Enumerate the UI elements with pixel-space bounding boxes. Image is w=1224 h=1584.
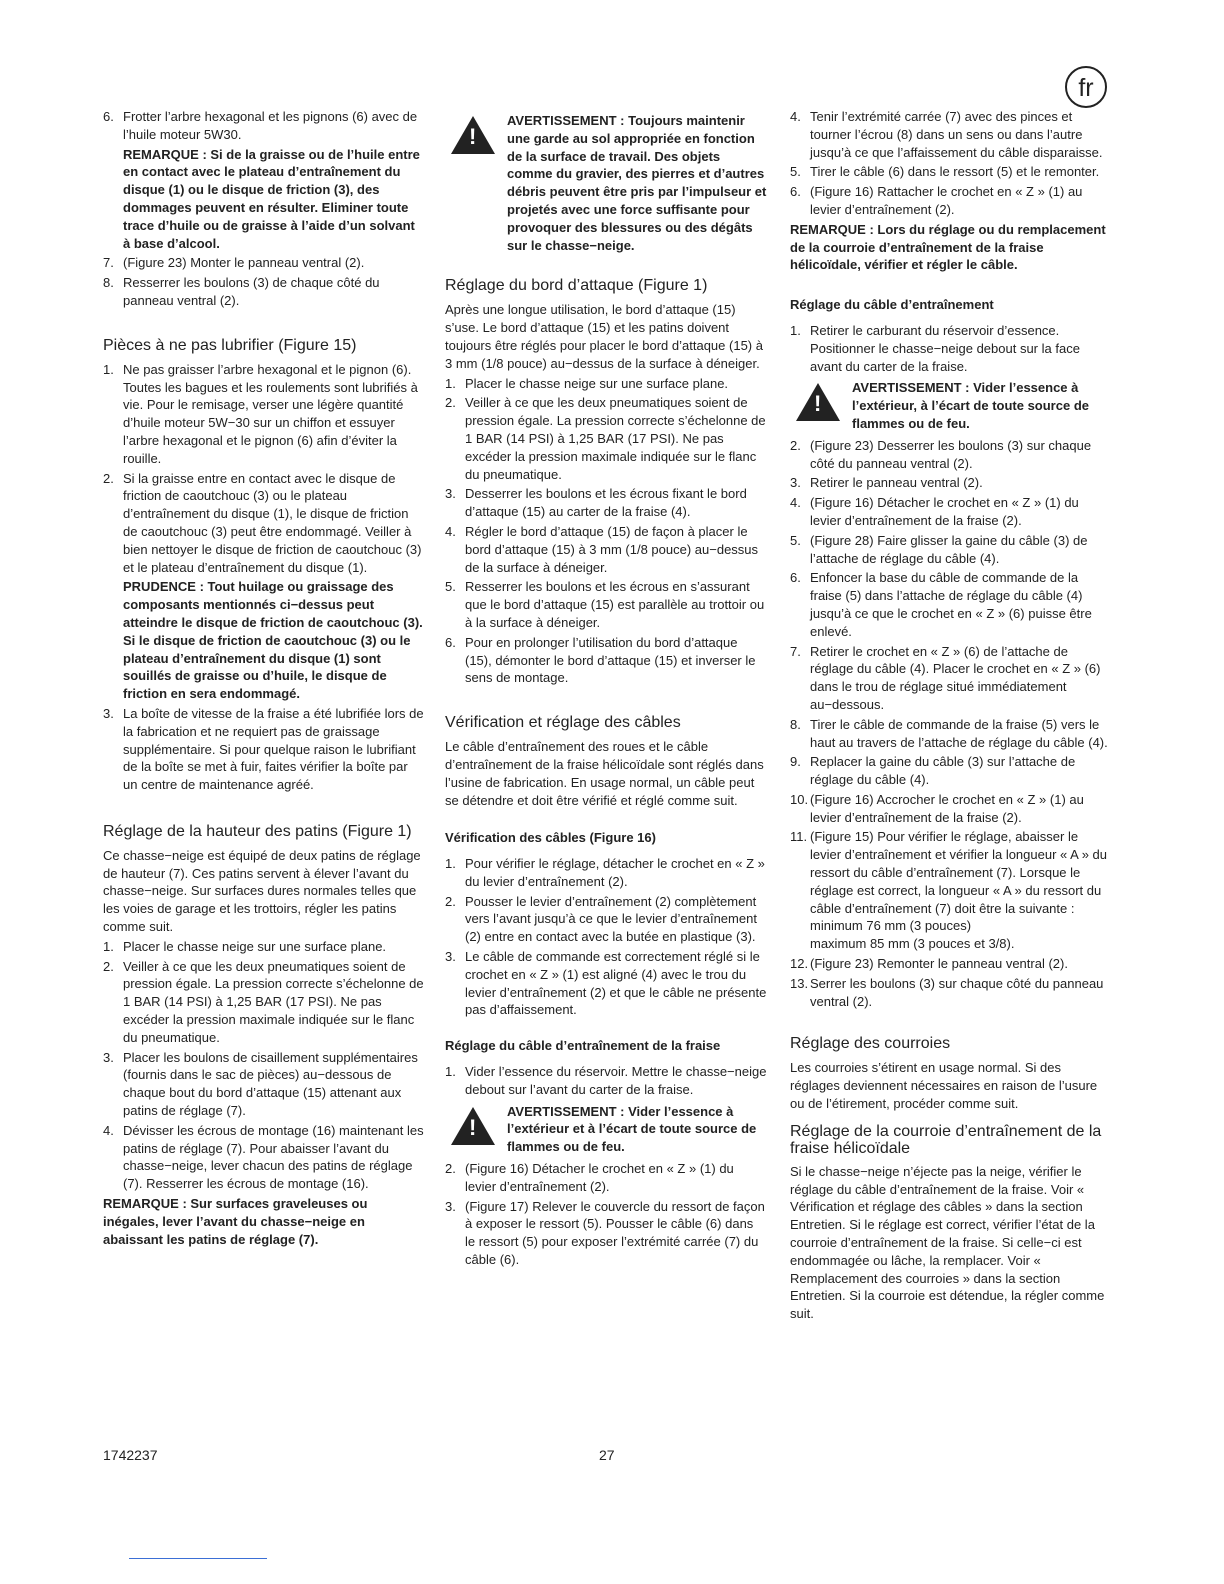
list-item	[790, 474, 1112, 492]
list-item	[790, 163, 1112, 181]
item-number: 2.	[445, 893, 456, 909]
list-item	[103, 361, 425, 468]
warning-block	[445, 112, 767, 254]
list-item	[790, 975, 1112, 1011]
warning-icon	[451, 1107, 495, 1145]
item-text: Retirer le carburant du réservoir d’essence. Positionner le chasse−neige debout sur la face avant du carter de la fraise.	[810, 322, 1080, 374]
item-text: (Figure 16) Détacher le crochet en « Z » (1) du levier d’entraînement de la fraise (2).	[810, 495, 1079, 528]
list-item	[103, 254, 425, 272]
list-item	[790, 569, 1112, 640]
list-item	[445, 948, 767, 1019]
list-item	[445, 1063, 767, 1099]
item-number: 7.	[790, 643, 801, 659]
item-text: (Figure 23) Monter le panneau ventral (2).	[123, 255, 365, 271]
list-item	[445, 578, 767, 631]
list-item	[445, 855, 767, 891]
item-number: 3.	[445, 949, 456, 965]
item-text: Pour en prolonger l’utilisation du bord d’attaque (15), démonter le bord d’attaque (15) et inverser le sens de montage.	[465, 634, 756, 686]
item-text: Enfoncer la base du câble de commande de la fraise (5) dans l’attache de réglage du câble (4) jusqu’à ce que le crochet en « Z » (6) puisse être enlevé.	[810, 570, 1092, 639]
item-number: 4.	[790, 495, 801, 511]
item-number: 2.	[103, 470, 114, 486]
item-text: (Figure 16) Accrocher le crochet en « Z » (1) au levier d’entraînement de la fraise (2).	[810, 791, 1084, 825]
item-text: Replacer la gaine du câble (3) sur l’attache de réglage du câble (4).	[810, 754, 1076, 788]
item-text: (Figure 17) Relever le couvercle du ressort de façon à exposer le ressort (5). Pousser le câble (6) dans le ressort (5) pour exposer l’extrémité carrée (7) du câble (6).	[465, 1198, 765, 1268]
list-item	[790, 108, 1112, 161]
item-text: Pousser le levier d’entraînement (2) complètement vers l’avant jusqu’à ce que le levier d’entraînement (2) entre en contact avec la butée en plastique (3).	[465, 893, 757, 945]
note: REMARQUE : Si de la graisse ou de l’huile entre en contact avec le plateau d’entraînement du disque (1) ou le disque de friction (3), des dommages peuvent en résulter. Eliminer toute trace d’huile ou de graisse à l’aide d’un solvant à base d’alcool.	[123, 146, 420, 251]
item-text: Resserrer les boulons et les écrous en s’assurant que le bord d’attaque (15) est parallèle au trottoir ou à la surface à déneiger.	[465, 579, 765, 630]
list-item	[790, 437, 1112, 473]
list-item	[103, 1049, 425, 1120]
item-text: Placer le chasse neige sur une surface plane.	[465, 375, 729, 391]
item-number: 1.	[445, 375, 456, 391]
item-number: 4.	[790, 109, 801, 124]
item-text: Vider l’essence du réservoir. Mettre le chasse−neige debout sur l’avant du carter de la fraise.	[465, 1064, 767, 1097]
list-item	[790, 322, 1112, 375]
list-item	[790, 183, 1112, 219]
list-item	[103, 705, 425, 794]
item-number: 5.	[445, 579, 456, 595]
list-item	[445, 634, 767, 687]
section-heading: Pièces à ne pas lubrifier (Figure 15)	[103, 336, 357, 354]
item-text: Veiller à ce que les deux pneumatiques soient de pression égale. La pression correcte s’échelonne de 1 BAR (14 PSI) à 1,25 BAR (17 PSI). Ne pas excéder la pression maximale indiquée sur le flanc du pneumatique.	[123, 958, 424, 1045]
item-number: 1.	[445, 1064, 456, 1080]
item-number: 4.	[103, 1122, 114, 1138]
item-text: Tirer le câble de commande de la fraise (5) vers le haut au travers de l’attache de réglage du câble (4).	[810, 716, 1108, 750]
item-text: (Figure 23) Remonter le panneau ventral (2).	[810, 956, 1068, 972]
list-item	[790, 716, 1112, 752]
list-item	[445, 375, 767, 393]
warning-block	[790, 379, 1112, 432]
warning-text: AVERTISSEMENT : Toujours maintenir une garde au sol appropriée en fonction de la surface de travail. Des objets comme du gravier, des pierres et d’autres débris peuvent être pris par l’impulseur et projetés avec une force suffisante pour provoquer des blessures ou des dégâts sur le chasse−neige.	[507, 113, 767, 253]
item-number: 10.	[790, 791, 809, 807]
item-text: Desserrer les boulons et les écrous fixant le bord d’attaque (15) au carter de la fraise (4).	[465, 486, 747, 520]
item-number: 6.	[445, 634, 456, 650]
item-number: 11.	[790, 829, 808, 845]
warning-text: AVERTISSEMENT : Vider l’essence à l’extérieur et à l’écart de toute source de flammes ou de feu.	[507, 1103, 757, 1155]
item-text: (Figure 28) Faire glisser la gaine du câble (3) de l’attache de réglage du câble (4).	[810, 532, 1088, 566]
section-heading: Réglage du bord d’attaque (Figure 1)	[445, 277, 708, 295]
page-number: 27	[599, 1447, 615, 1463]
item-number: 6.	[790, 570, 801, 586]
list-item	[445, 485, 767, 521]
item-text: Régler le bord d’attaque (15) de façon à placer le bord d’attaque (15) à 3 mm (1/8 pouce) au−dessus de la surface à déneiger.	[465, 523, 759, 575]
item-number: 5.	[790, 532, 801, 548]
list-item	[445, 1160, 767, 1196]
column-middle	[445, 108, 767, 1271]
item-number: 3.	[103, 705, 114, 721]
item-number: 3.	[103, 1049, 114, 1065]
item-text: Resserrer les boulons (3) de chaque côté du panneau ventral (2).	[123, 275, 380, 308]
item-text: Si la graisse entre en contact avec le disque de friction de caoutchouc (3) ou le plateau d’entraînement du disque (1), le disque de friction de caoutchouc (3) peut être endommagé. Veiller à bien nettoyer le disque de friction de caoutchouc (3) et le plateau d’entraînement du disque (1).	[123, 470, 422, 575]
paragraph: Les courroies s’étirent en usage normal. Si des réglages deviennent nécessaires en raison de l’usure ou de l’étirement, procéder comme suit.	[790, 1060, 1098, 1112]
list-item	[790, 828, 1112, 953]
item-text: Serrer les boulons (3) sur chaque côté du panneau ventral (2).	[810, 975, 1104, 1009]
list-item	[103, 108, 425, 144]
caution-note: PRUDENCE : Tout huilage ou graissage des composants mentionnés ci−dessus peut atteindre le disque de friction de caoutchouc (3). Si le disque de friction de caoutchouc (3) ou le plateau d’entraînement du disque (1) sont souillés de graisse ou d’huile, le disque de friction en sera endommagé.	[123, 579, 423, 702]
item-number: 4.	[445, 523, 456, 539]
subsection-heading: Vérification des câbles (Figure 16)	[445, 830, 656, 846]
item-text: Tirer le câble (6) dans le ressort (5) et le remonter.	[810, 164, 1100, 180]
item-text: Tenir l’extrémité carrée (7) avec des pinces et tourner l’écrou (8) dans un sens ou dans l’autre jusqu’à ce que l’affaissement du câble disparaisse.	[810, 109, 1103, 160]
item-number: 12.	[790, 956, 809, 972]
list-item	[103, 274, 425, 310]
warning-icon	[796, 383, 840, 421]
list-item	[445, 394, 767, 483]
note: REMARQUE : Sur surfaces graveleuses ou inégales, lever l’avant du chasse−neige en abaissant les patins de réglage (7).	[103, 1196, 368, 1247]
list-item	[790, 643, 1112, 714]
list-item	[445, 893, 767, 946]
list-item	[790, 494, 1112, 530]
item-number: 8.	[790, 716, 801, 732]
list-item	[103, 938, 425, 956]
item-text: Dévisser les écrous de montage (16) maintenant les patins de réglage (7). Pour abaisser l’avant du chasse−neige, lever chacun des patins de réglage (7). Resserrer les écrous de montage (16).	[123, 1122, 424, 1192]
spring-length-min: minimum 76 mm (3 pouces)	[810, 918, 972, 934]
item-text: Veiller à ce que les deux pneumatiques soient de pression égale. La pression correcte s’échelonne de 1 BAR (14 PSI) à 1,25 BAR (17 PSI). Ne pas excéder la pression maximale indiquée sur le flanc du pneumatique.	[465, 395, 766, 482]
section-heading: Réglage de la courroie d’entraînement de la fraise hélicoïdale	[790, 1122, 1102, 1157]
item-text: (Figure 15) Pour vérifier le réglage, abaisser le levier d’entraînement et vérifier la longueur « A » du ressort du câble d’entraînement (7). Lorsque le réglage est correct, la longueur « A » du ressort du câble d’entraînement (7) doit être la suivante :	[810, 829, 1108, 916]
item-text: (Figure 16) Détacher le crochet en « Z » (1) du levier d’entraînement (2).	[465, 1161, 734, 1194]
item-text: Pour vérifier le réglage, détacher le crochet en « Z » du levier d’entraînement (2).	[465, 856, 765, 889]
column-left	[103, 108, 425, 1250]
item-number: 7.	[103, 255, 114, 271]
item-number: 9.	[790, 754, 801, 770]
item-text: La boîte de vitesse de la fraise a été lubrifiée lors de la fabrication et ne requiert pas de graissage supplémentaire. Si pour quelque raison le lubrifiant de la boîte se met à fuir, faites vérifier la boîte par un centre de maintenance agréé.	[123, 705, 424, 793]
list-item	[790, 532, 1112, 568]
bottom-rule	[129, 1558, 267, 1559]
item-text: Retirer le panneau ventral (2).	[810, 475, 983, 491]
item-number: 1.	[103, 361, 114, 377]
list-item	[445, 523, 767, 576]
list-item	[790, 753, 1112, 789]
warning-icon	[451, 116, 495, 154]
note: REMARQUE : Lors du réglage ou du remplacement de la courroie d’entraînement de la fraise hélicoïdale, vérifier et régler le câble.	[790, 221, 1106, 273]
item-text: Frotter l’arbre hexagonal et les pignons (6) avec de l’huile moteur 5W30.	[123, 109, 418, 142]
item-number: 2.	[103, 958, 114, 974]
paragraph: Le câble d’entraînement des roues et le câble d’entraînement de la fraise hélicoïdale sont réglés dans l’usine de fabrication. En usage normal, un câble peut se détendre et doit être vérifié et réglé comme suit.	[445, 739, 764, 808]
subsection-heading: Réglage du câble d’entraînement	[790, 297, 994, 313]
document-number: 1742237	[103, 1447, 158, 1463]
item-text: Placer le chasse neige sur une surface plane.	[123, 938, 387, 954]
list-item	[445, 1198, 767, 1269]
section-heading: Réglage de la hauteur des patins (Figure 1)	[103, 822, 412, 840]
warning-block	[445, 1103, 767, 1156]
section-heading: Réglage des courroies	[790, 1035, 951, 1053]
list-item	[103, 470, 425, 577]
item-number: 6.	[103, 109, 114, 124]
item-number: 3.	[445, 486, 456, 502]
list-item	[103, 958, 425, 1047]
column-right	[790, 108, 1112, 1325]
item-number: 8.	[103, 275, 114, 291]
list-item	[790, 791, 1112, 827]
spring-length-max: maximum 85 mm (3 pouces et 3/8).	[810, 936, 1015, 952]
warning-text: AVERTISSEMENT : Vider l’essence à l’extérieur, à l’écart de toute source de flammes ou de feu.	[852, 380, 1089, 431]
item-number: 1.	[445, 856, 456, 872]
item-number: 1.	[790, 322, 801, 338]
item-number: 13.	[790, 975, 809, 991]
item-text: (Figure 23) Desserrer les boulons (3) sur chaque côté du panneau ventral (2).	[810, 437, 1092, 471]
item-number: 3.	[790, 475, 801, 491]
list-item	[103, 1122, 425, 1193]
item-number: 5.	[790, 164, 801, 180]
section-heading: Vérification et réglage des câbles	[445, 714, 681, 732]
item-number: 2.	[790, 437, 801, 453]
subsection-heading: Réglage du câble d’entraînement de la fraise	[445, 1038, 721, 1054]
item-number: 6.	[790, 184, 801, 200]
item-number: 1.	[103, 938, 114, 954]
item-number: 3.	[445, 1198, 456, 1214]
language-badge: fr	[1065, 66, 1107, 108]
paragraph: Ce chasse−neige est équipé de deux patins de réglage de hauteur (7). Ces patins servent à élever l’avant du chasse−neige. Sur surfaces dures normales telles que les voies de garage et les trottoirs, régler les patins comme suit.	[103, 847, 421, 935]
item-number: 2.	[445, 395, 456, 411]
paragraph: Après une longue utilisation, le bord d’attaque (15) s’use. Le bord d’attaque (15) et les patins doivent toujours être réglés pour placer le bord d’attaque (15) à 3 mm (1/8 pouce) au−dessus de la surface à déneiger.	[445, 302, 763, 371]
item-text: Placer les boulons de cisaillement supplémentaires (fournis dans le sac de pièces) au−dessous de chaque bout du bord d’attaque (15) attenant aux patins de réglage (7).	[123, 1049, 418, 1119]
paragraph: Si le chasse−neige n’éjecte pas la neige, vérifier le réglage du câble d’entraînement de la fraise. Voir « Vérification et réglage des câbles » dans la section Entretien. Si le réglage est correct, vérifier l’état de la courroie d’entraînement de la fraise. Si celle−ci est endommagée ou lâche, la remplacer. Voir « Remplacement des courroies » dans la section Entretien. Si la courroie est détendue, la régler comme suit.	[790, 1163, 1105, 1322]
item-text: (Figure 16) Rattacher le crochet en « Z » (1) au levier d’entraînement (2).	[810, 184, 1083, 217]
item-text: Le câble de commande est correctement réglé si le crochet en « Z » (1) est aligné (4) avec le trou du levier d’entraînement (2) et que le câble ne présente pas d’affaissement.	[465, 949, 767, 1018]
list-item	[790, 955, 1112, 973]
item-text: Retirer le crochet en « Z » (6) de l’attache de réglage du câble (4). Placer le crochet en « Z » (6) dans le trou de réglage situé immédiatement au−dessous.	[810, 643, 1101, 712]
item-text: Ne pas graisser l’arbre hexagonal et le pignon (6). Toutes les bagues et les roulements sont lubrifiés à vie. Pour le remisage, verser une légère quantité d’huile moteur 5W−30 sur un chiffon et essuyer l’arbre hexagonal et le pignon (6) afin d’éviter la rouille.	[123, 361, 418, 466]
item-number: 2.	[445, 1161, 456, 1177]
